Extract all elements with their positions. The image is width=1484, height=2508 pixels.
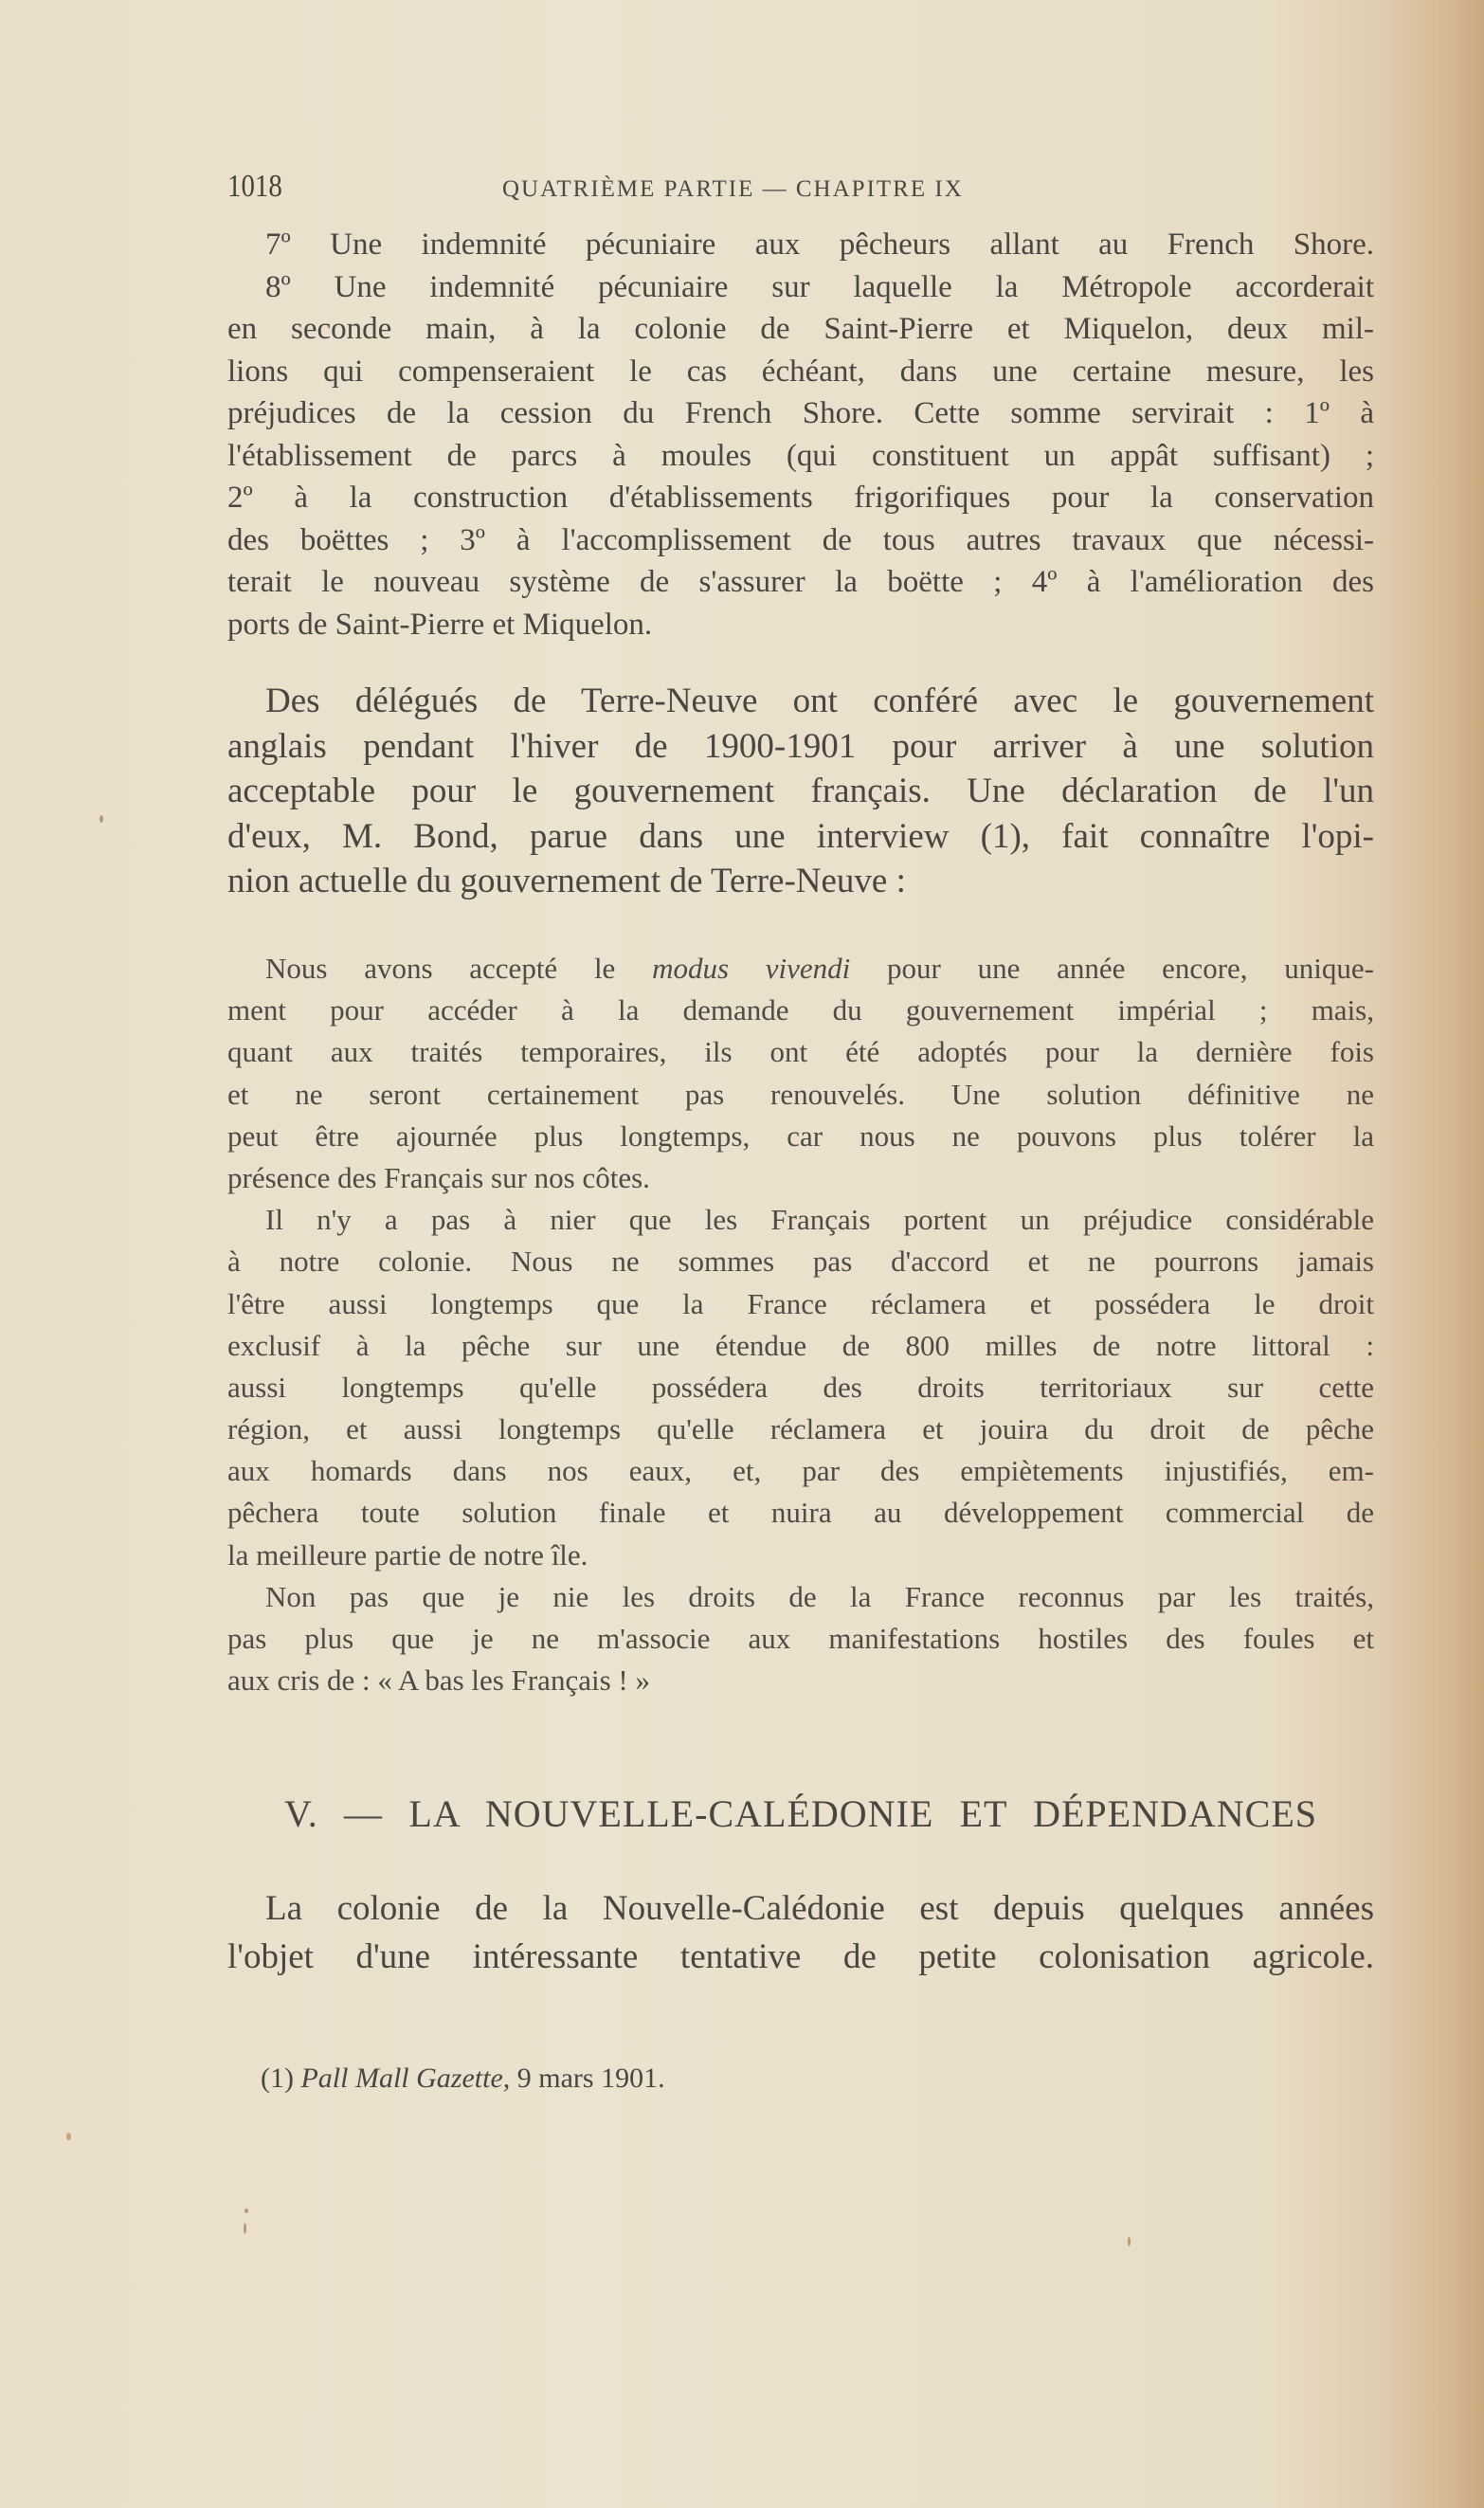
paper-speck — [66, 2133, 71, 2140]
text-line: la meilleure partie de notre île. — [227, 1537, 588, 1572]
running-header — [227, 169, 1374, 207]
footnote-source: Pall Mall Gazette — [300, 2063, 503, 2094]
text-line: lions qui compenseraient le cas échéant, dans une certaine mesure, les — [227, 354, 1374, 389]
text-segment: Nous avons accepté le — [265, 952, 653, 985]
page-number: 1018 — [227, 169, 282, 204]
text-line: l'établissement de parcs à moules (qui constituent un appât suffisant) ; — [227, 438, 1374, 473]
text-line: et ne seront certainement pas renouvelés. Une solution définitive ne — [227, 1077, 1374, 1111]
text-line: préjudices de la cession du French Shore. Cette somme servirait : 1º à — [227, 396, 1374, 430]
italic-phrase: modus vivendi — [652, 952, 851, 985]
text-line: aux cris de : « A bas les Français ! » — [227, 1663, 650, 1698]
text-line: aux homards dans nos eaux, et, par des empiètements injustifiés, em- — [227, 1454, 1374, 1488]
text-line: peut être ajournée plus longtemps, car nous ne pouvons plus tolérer la — [227, 1118, 1374, 1153]
text-line: des boëttes ; 3º à l'accomplissement de tous autres travaux que nécessi- — [227, 522, 1374, 557]
text-line: d'eux, M. Bond, parue dans une interview (1), fait connaître l'opi- — [227, 816, 1374, 856]
paragraph-indemnities — [227, 224, 1374, 645]
text-line: ports de Saint-Pierre et Miquelon. — [227, 607, 653, 642]
text-line: exclusif à la pêche sur une étendue de 800 milles de notre littoral : — [227, 1328, 1374, 1362]
text-line: nion actuelle du gouvernement de Terre-Neuve : — [227, 862, 906, 900]
footnote — [261, 2063, 665, 2095]
text-line: en seconde main, à la colonie de Saint-Pierre et Miquelon, deux mil- — [227, 312, 1374, 346]
text-segment: pour une année encore, unique- — [850, 952, 1374, 985]
paper-speck — [100, 815, 103, 823]
footnote-marker: (1) — [261, 2063, 301, 2094]
paper-speck — [244, 2208, 248, 2213]
text-line — [227, 948, 1374, 990]
text-line: La colonie de la Nouvelle-Calédonie est depuis quelques années — [265, 1889, 1374, 1928]
text-line: Il n'y a pas à nier que les Français portent un préjudice considérable — [265, 1203, 1374, 1237]
text-line: région, et aussi longtemps qu'elle réclamera et jouira du droit de pêche — [227, 1412, 1374, 1446]
text-line: 7º Une indemnité pécuniaire aux pêcheurs allant au French Shore. — [265, 227, 1374, 262]
text-line: présence des Français sur nos côtes. — [227, 1160, 650, 1194]
text-line: pêchera toute solution finale et nuira au développement commercial de — [227, 1496, 1374, 1530]
quotation-block — [227, 948, 1374, 1701]
paragraph-new-caledonia — [227, 1884, 1374, 1981]
text-line: anglais pendant l'hiver de 1900-1901 pour arriver à une solution — [227, 726, 1374, 766]
text-line: aussi longtemps qu'elle possédera des droits territoriaux sur cette — [227, 1370, 1374, 1404]
paper-speck — [1128, 2237, 1131, 2246]
text-line: pas plus que je ne m'associe aux manifestations hostiles des foules et — [227, 1622, 1374, 1655]
text-line: acceptable pour le gouvernement français. Une déclaration de l'un — [227, 772, 1374, 810]
section-heading: V. — LA NOUVELLE-CALÉDONIE ET DÉPENDANCES — [284, 1792, 1317, 1835]
text-line: l'être aussi longtemps que la France réclamera et possédera le droit — [227, 1286, 1374, 1320]
paragraph-delegates — [227, 679, 1374, 904]
text-line: terait le nouveau système de s'assurer la boëtte ; 4º à l'amélioration des — [227, 565, 1374, 599]
running-title: QUATRIÈME PARTIE — CHAPITRE IX — [502, 176, 964, 202]
text-line: à notre colonie. Nous ne sommes pas d'accord et ne pourrons jamais — [227, 1245, 1374, 1279]
paper-speck — [244, 2223, 246, 2234]
footnote-date: , 9 mars 1901. — [502, 2063, 665, 2094]
text-line: l'objet d'une intéressante tentative de petite colonisation agricole. — [227, 1937, 1374, 1976]
text-line: 8º Une indemnité pécuniaire sur laquelle la Métropole accorderait — [265, 269, 1374, 304]
text-line: Des délégués de Terre-Neuve ont conféré avec le gouvernement — [265, 682, 1374, 720]
text-line: 2º à la construction d'établissements frigorifiques pour la conservation — [227, 481, 1374, 515]
text-line: quant aux traités temporaires, ils ont été adoptés pour la dernière fois — [227, 1035, 1374, 1069]
text-line: ment pour accéder à la demande du gouvernement impérial ; mais, — [227, 993, 1374, 1027]
text-line: Non pas que je nie les droits de la France reconnus par les traités, — [265, 1579, 1374, 1613]
